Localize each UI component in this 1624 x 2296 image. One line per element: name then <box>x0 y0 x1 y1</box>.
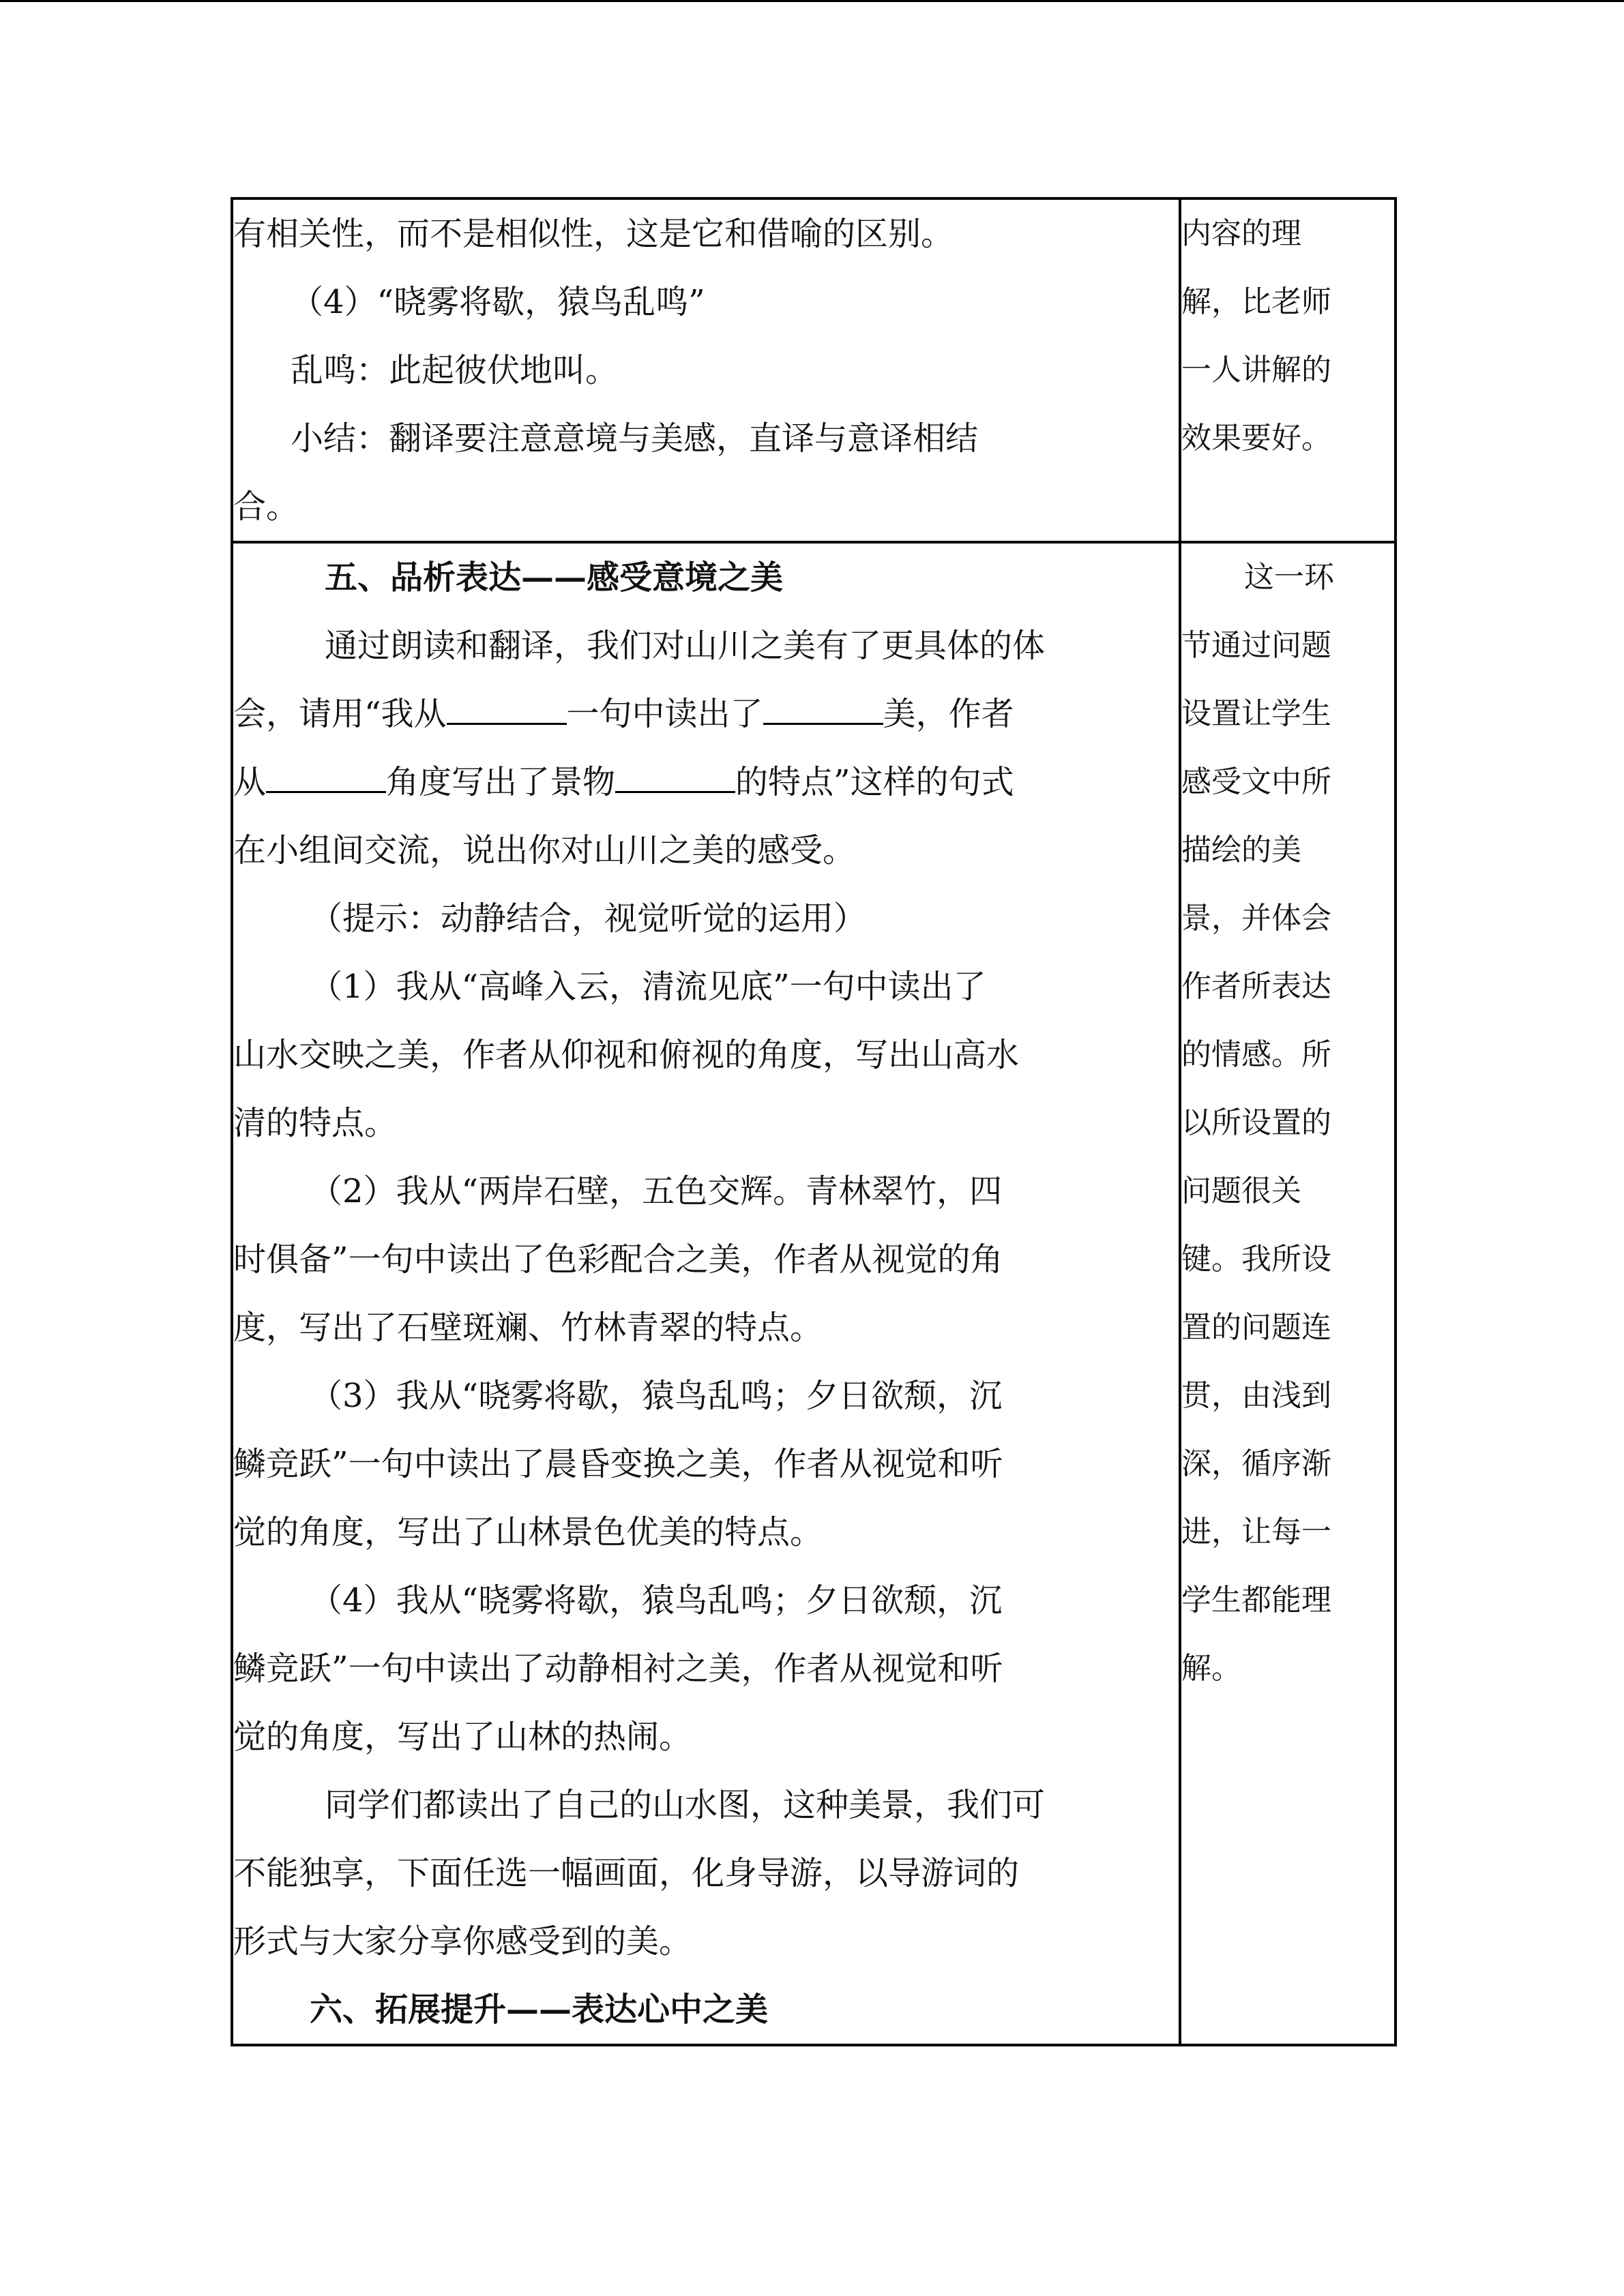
fill-in-blank <box>447 693 567 725</box>
section-heading: 六、拓展提升——表达心中之美 <box>310 1991 769 2029</box>
list-item-line: 山水交映之美，作者从仰视和俯视的角度，写出山高水 <box>233 1036 1020 1074</box>
section-heading: 五、品析表达——感受意境之美 <box>325 558 784 597</box>
text-line: 不能独享，下面任选一幅画面，化身导游，以导游词的 <box>233 1854 1020 1892</box>
note-line: 节通过问题 <box>1181 628 1331 663</box>
note-line: 深，循序渐 <box>1181 1446 1331 1481</box>
text-line: 在小组间交流，说出你对山川之美的感受。 <box>233 831 856 869</box>
fill-in-blank <box>266 761 386 793</box>
note-line: 解。 <box>1181 1651 1241 1686</box>
text-fragment: 的特点”这样的句式 <box>735 763 1014 801</box>
list-item-line: 觉的角度，写出了山林景色优美的特点。 <box>233 1513 823 1551</box>
note-line: 置的问题连 <box>1181 1310 1331 1345</box>
text-fragment: 角度写出了景物 <box>386 763 616 801</box>
text-fragment: 美，作者 <box>883 695 1014 733</box>
note-line: 感受文中所 <box>1181 764 1331 799</box>
page-top-rule <box>0 0 1624 2</box>
list-item-line: 清的特点。 <box>233 1104 398 1142</box>
text-line: 乱鸣：此起彼伏地叫。 <box>291 351 619 389</box>
list-item-line: 觉的角度，写出了山林的热闹。 <box>233 1718 692 1756</box>
note-line: 键。我所设 <box>1181 1242 1331 1277</box>
list-item-line: （2）我从“两岸石壁，五色交辉。青林翠竹，四 <box>310 1172 1003 1210</box>
text-line: 有相关性，而不是相似性，这是它和借喻的区别。 <box>233 215 954 253</box>
text-line: 形式与大家分享你感受到的美。 <box>233 1922 692 1960</box>
note-line: 贯，由浅到 <box>1181 1378 1331 1413</box>
note-line: 作者所表达 <box>1181 969 1331 1004</box>
text-line: 合。 <box>233 488 299 526</box>
note-line: 以所设置的 <box>1181 1105 1331 1140</box>
text-line: 小结：翻译要注意意境与美感，直译与意译相结 <box>291 419 979 458</box>
note-line: 学生都能理 <box>1181 1583 1331 1617</box>
note-line: 景，并体会 <box>1181 901 1331 936</box>
note-line: 进，让每一 <box>1181 1515 1331 1549</box>
teaching-content-cell <box>232 542 1180 2045</box>
teaching-content-cell <box>232 198 1180 542</box>
fill-in-blank <box>615 761 735 793</box>
hint-line: （提示：动静结合，视觉听觉的运用） <box>310 899 867 938</box>
note-line: 一人讲解的 <box>1181 353 1331 387</box>
note-line: 问题很关 <box>1181 1174 1301 1208</box>
text-fragment: 会，请用“我从 <box>233 695 447 733</box>
fill-in-blank <box>763 693 883 725</box>
note-line: 解，比老师 <box>1181 284 1331 319</box>
note-line: 这一环 <box>1244 560 1334 595</box>
note-line: 描绘的美 <box>1181 833 1301 867</box>
list-item-line: （4）我从“晓雾将歇，猿鸟乱鸣；夕日欲颓，沉 <box>310 1581 1003 1620</box>
list-item-line: （3）我从“晓雾将歇，猿鸟乱鸣；夕日欲颓，沉 <box>310 1377 1003 1415</box>
design-note-cell <box>1180 542 1396 2045</box>
text-line-with-blanks <box>233 680 1179 748</box>
list-item-line: 鳞竞跃”一句中读出了动静相衬之美，作者从视觉和听 <box>233 1650 1003 1688</box>
text-line: 同学们都读出了自己的山水图，这种美景，我们可 <box>325 1786 1046 1824</box>
note-line: 设置让学生 <box>1181 696 1331 731</box>
note-line: 的情感。所 <box>1181 1037 1331 1072</box>
list-item-line: 鳞竞跃”一句中读出了晨昏变换之美，作者从视觉和听 <box>233 1445 1003 1483</box>
design-note-cell <box>1180 198 1396 542</box>
note-line: 效果要好。 <box>1181 421 1331 456</box>
text-line-with-blanks <box>233 748 1179 816</box>
table-row-section-five <box>232 542 1396 2045</box>
list-item-line: 时俱备”一句中读出了色彩配合之美，作者从视觉的角 <box>233 1240 1003 1279</box>
text-fragment: 从 <box>233 763 267 801</box>
text-line: （4）“晓雾将歇，猿鸟乱鸣” <box>291 283 705 321</box>
list-item-line: 度，写出了石壁斑斓、竹林青翠的特点。 <box>233 1309 823 1347</box>
table-row-top <box>232 198 1396 542</box>
lesson-plan-table <box>231 197 1397 2046</box>
list-item-line: （1）我从“高峰入云，清流见底”一句中读出了 <box>310 968 986 1006</box>
note-line: 内容的理 <box>1181 216 1301 251</box>
text-fragment: 一句中读出了 <box>566 695 763 733</box>
text-line: 通过朗读和翻译，我们对山川之美有了更具体的体 <box>325 627 1046 665</box>
